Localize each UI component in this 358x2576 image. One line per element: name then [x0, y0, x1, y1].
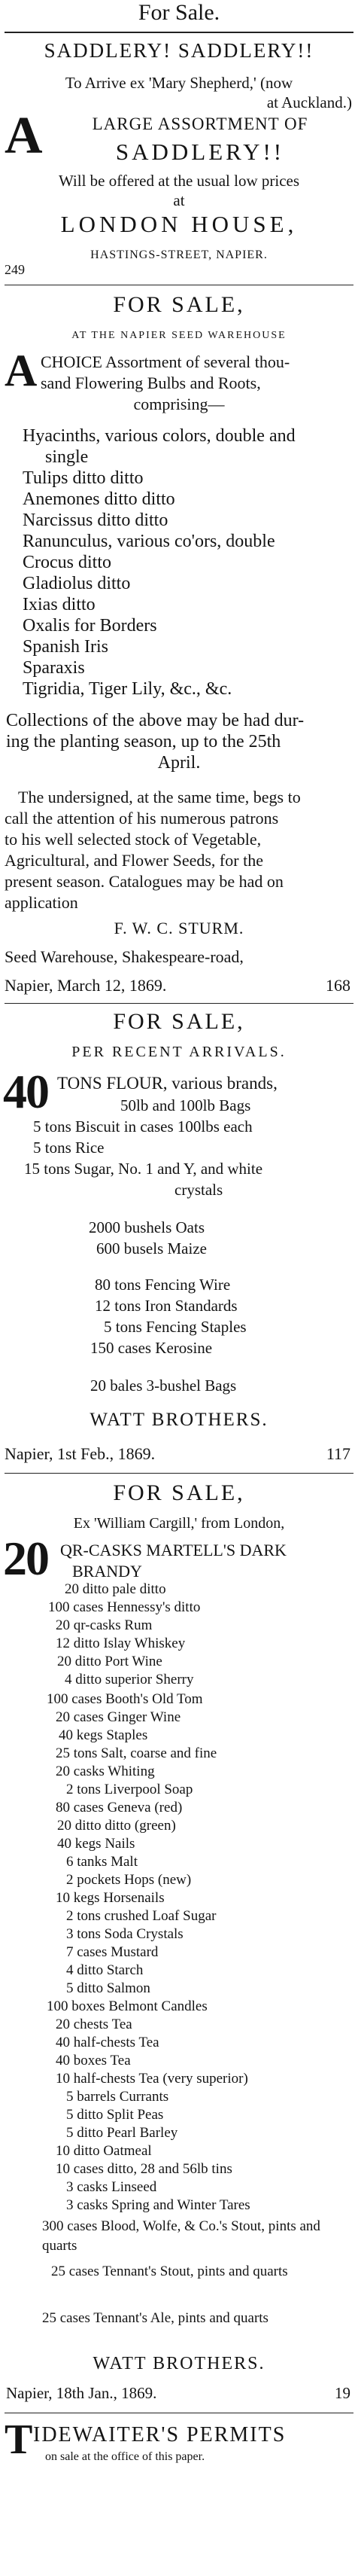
- divider: [5, 32, 353, 33]
- list-item: Tulips ditto ditto: [23, 468, 144, 488]
- ad-headline: FOR SALE,: [113, 292, 245, 317]
- ad-signer: WATT BROTHERS.: [93, 2354, 265, 2373]
- list-item: 40 half-chests Tea: [56, 2035, 159, 2050]
- list-item: 4 ditto superior Sherry: [65, 1672, 194, 1687]
- list-item: 7 cases Mustard: [66, 1944, 159, 1960]
- ad-line: BRANDY: [72, 1562, 142, 1581]
- drop-cap: T: [5, 2416, 33, 2463]
- list-item: 40 kegs Staples: [59, 1727, 148, 1743]
- ad-line: Will be offered at the usual low prices: [58, 172, 300, 190]
- list-item: Tigridia, Tiger Lily, &c., &c.: [23, 679, 232, 699]
- list-item: 15 tons Sugar, No. 1 and Y, and white: [24, 1160, 263, 1178]
- ad-headline: FOR SALE,: [113, 1009, 245, 1034]
- ad-line: present season. Catalogues may be had on: [5, 872, 284, 891]
- list-item: 25 cases Tennant's Ale, pints and quarts: [42, 2310, 268, 2326]
- list-item: 3 casks Spring and Winter Tares: [66, 2197, 250, 2213]
- list-item: 80 cases Geneva (red): [56, 1800, 183, 1815]
- list-item: Sparaxis: [23, 658, 85, 678]
- ad-line: QR-CASKS MARTELL'S DARK: [60, 1541, 287, 1559]
- divider: [5, 1003, 353, 1004]
- ad-reference: 249: [5, 262, 25, 277]
- list-item: 100 cases Hennessy's ditto: [48, 1599, 201, 1615]
- list-item: 12 ditto Islay Whiskey: [56, 1636, 186, 1651]
- ad-line: TONS FLOUR, various brands,: [57, 1074, 278, 1093]
- ad-line: call the attention of his numerous patrons: [5, 809, 279, 828]
- list-item: 2 tons crushed Loaf Sugar: [66, 1908, 217, 1924]
- list-item: 600 busels Maize: [96, 1239, 207, 1258]
- store-name: LONDON HOUSE,: [60, 211, 298, 237]
- list-item: 300 cases Blood, Wolfe, & Co.'s Stout, pints and quarts: [42, 2218, 320, 2254]
- list-item: 5 ditto Pearl Barley: [66, 2125, 178, 2141]
- divider: [5, 1473, 353, 1474]
- list-item: 6 tanks Malt: [66, 1854, 138, 1870]
- list-item: 40 boxes Tea: [56, 2053, 131, 2068]
- list-item: 10 cases ditto, 28 and 56lb tins: [56, 2161, 232, 2177]
- list-item: 2000 bushels Oats: [89, 1218, 205, 1236]
- ad-signer: WATT BROTHERS.: [90, 1410, 268, 1430]
- list-item: 25 tons Salt, coarse and fine: [56, 1745, 217, 1761]
- ad-subhead: Ex 'William Cargill,' from London,: [73, 1515, 285, 1532]
- list-item: 20 ditto pale ditto: [65, 1581, 166, 1597]
- list-item: 40 kegs Nails: [57, 1836, 135, 1852]
- ad-date: Napier, March 12, 1869.: [5, 976, 167, 995]
- list-item: Narcissus ditto ditto: [23, 511, 168, 530]
- ad-line: application: [5, 893, 78, 912]
- ad-line: at Auckland.): [266, 93, 352, 111]
- ad-date: Napier, 1st Feb., 1869.: [5, 1444, 156, 1463]
- list-item: 5 tons Fencing Staples: [104, 1318, 247, 1336]
- list-item: 20 qr-casks Rum: [56, 1617, 153, 1633]
- list-item: 5 tons Biscuit in cases 100lbs each: [33, 1117, 253, 1136]
- ad-reference: 117: [326, 1444, 350, 1463]
- ad-line: comprising—: [133, 395, 225, 413]
- list-item: Gladiolus ditto: [23, 574, 131, 593]
- ad-subline: on sale at the office of this paper.: [45, 2450, 205, 2463]
- drop-cap: A: [5, 346, 38, 395]
- list-item: single: [45, 447, 89, 467]
- ad-line: Seed Warehouse, Shakespeare-road,: [5, 947, 244, 966]
- drop-cap: A: [5, 107, 43, 165]
- list-item: crystals: [174, 1181, 223, 1199]
- list-item: 10 ditto Oatmeal: [56, 2143, 152, 2159]
- ad-line: Agricultural, and Flower Seeds, for the: [5, 851, 263, 870]
- list-item: 10 kegs Horsenails: [56, 1890, 165, 1906]
- ad-line: CHOICE Assortment of several thou-: [41, 352, 290, 371]
- list-item: 150 cases Kerosine: [90, 1339, 213, 1357]
- ad-signer: F. W. C. STURM.: [114, 919, 244, 937]
- list-item: 10 half-chests Tea (very superior): [56, 2071, 248, 2087]
- list-item: 20 cases Ginger Wine: [56, 1709, 181, 1725]
- ad-headline: IDEWAITER'S PERMITS: [33, 2423, 287, 2446]
- ad-reference: 168: [326, 976, 350, 995]
- list-item: 20 bales 3-bushel Bags: [90, 1376, 237, 1395]
- list-item: 100 boxes Belmont Candles: [47, 1998, 208, 2014]
- page-title: For Sale.: [138, 0, 220, 25]
- list-item: 20 ditto ditto (green): [57, 1818, 176, 1834]
- list-item: Crocus ditto: [23, 553, 111, 572]
- store-address: HASTINGS-STREET, NAPIER.: [90, 248, 268, 261]
- ad-line: sand Flowering Bulbs and Roots,: [41, 373, 261, 392]
- list-item: 2 pockets Hops (new): [66, 1872, 192, 1888]
- list-item: 25 cases Tennant's Stout, pints and quarts: [51, 2264, 288, 2279]
- list-item: 20 chests Tea: [56, 2017, 132, 2032]
- drop-cap: 40: [3, 1065, 48, 1118]
- list-item: 5 barrels Currants: [66, 2089, 169, 2105]
- list-item: Ixias ditto: [23, 595, 96, 614]
- list-item: 80 tons Fencing Wire: [95, 1276, 231, 1294]
- ad-reference: 19: [335, 2384, 350, 2402]
- list-item: Hyacinths, various colors, double and: [23, 426, 296, 446]
- ad-line: Collections of the above may be had dur-: [6, 711, 305, 730]
- list-item: 5 ditto Salmon: [66, 1980, 150, 1996]
- ad-line: ing the planting season, up to the 25th: [6, 732, 281, 751]
- ad-date: Napier, 18th Jan., 1869.: [6, 2384, 157, 2402]
- ad-line: SADDLERY!!: [115, 139, 285, 165]
- list-item: 3 tons Soda Crystals: [66, 1926, 184, 1942]
- ad-line: To Arrive ex 'Mary Shepherd,' (now: [65, 74, 293, 92]
- ad-line: to his well selected stock of Vegetable,: [5, 830, 262, 849]
- list-item: 5 ditto Split Peas: [66, 2107, 164, 2123]
- ad-line: LARGE ASSORTMENT OF: [92, 114, 308, 133]
- list-item: 100 cases Booth's Old Tom: [47, 1691, 203, 1707]
- list-item: Anemones ditto ditto: [23, 489, 175, 509]
- list-item: 5 tons Rice: [33, 1139, 105, 1157]
- ad-subhead: AT THE NAPIER SEED WAREHOUSE: [71, 330, 287, 341]
- ad-line: The undersigned, at the same time, begs to: [18, 788, 301, 806]
- ad-subhead: PER RECENT ARRIVALS.: [71, 1044, 287, 1060]
- ad-line: April.: [157, 753, 201, 773]
- list-item: 20 ditto Port Wine: [57, 1654, 162, 1669]
- ad-headline: SADDLERY! SADDLERY!!: [44, 39, 314, 62]
- list-item: 2 tons Liverpool Soap: [66, 1782, 193, 1797]
- list-item: Spanish Iris: [23, 637, 108, 657]
- list-item: 4 ditto Starch: [66, 1962, 144, 1978]
- list-item: Oxalis for Borders: [23, 616, 157, 636]
- list-item: 12 tons Iron Standards: [95, 1297, 238, 1315]
- list-item: 20 casks Whiting: [56, 1764, 155, 1779]
- ad-line: at: [173, 191, 185, 209]
- list-item: 3 casks Linseed: [66, 2179, 157, 2195]
- drop-cap: 20: [3, 1532, 48, 1585]
- ad-headline: FOR SALE,: [113, 1480, 245, 1505]
- list-item: Ranunculus, various co'ors, double: [23, 532, 275, 551]
- ad-line: 50lb and 100lb Bags: [120, 1096, 251, 1114]
